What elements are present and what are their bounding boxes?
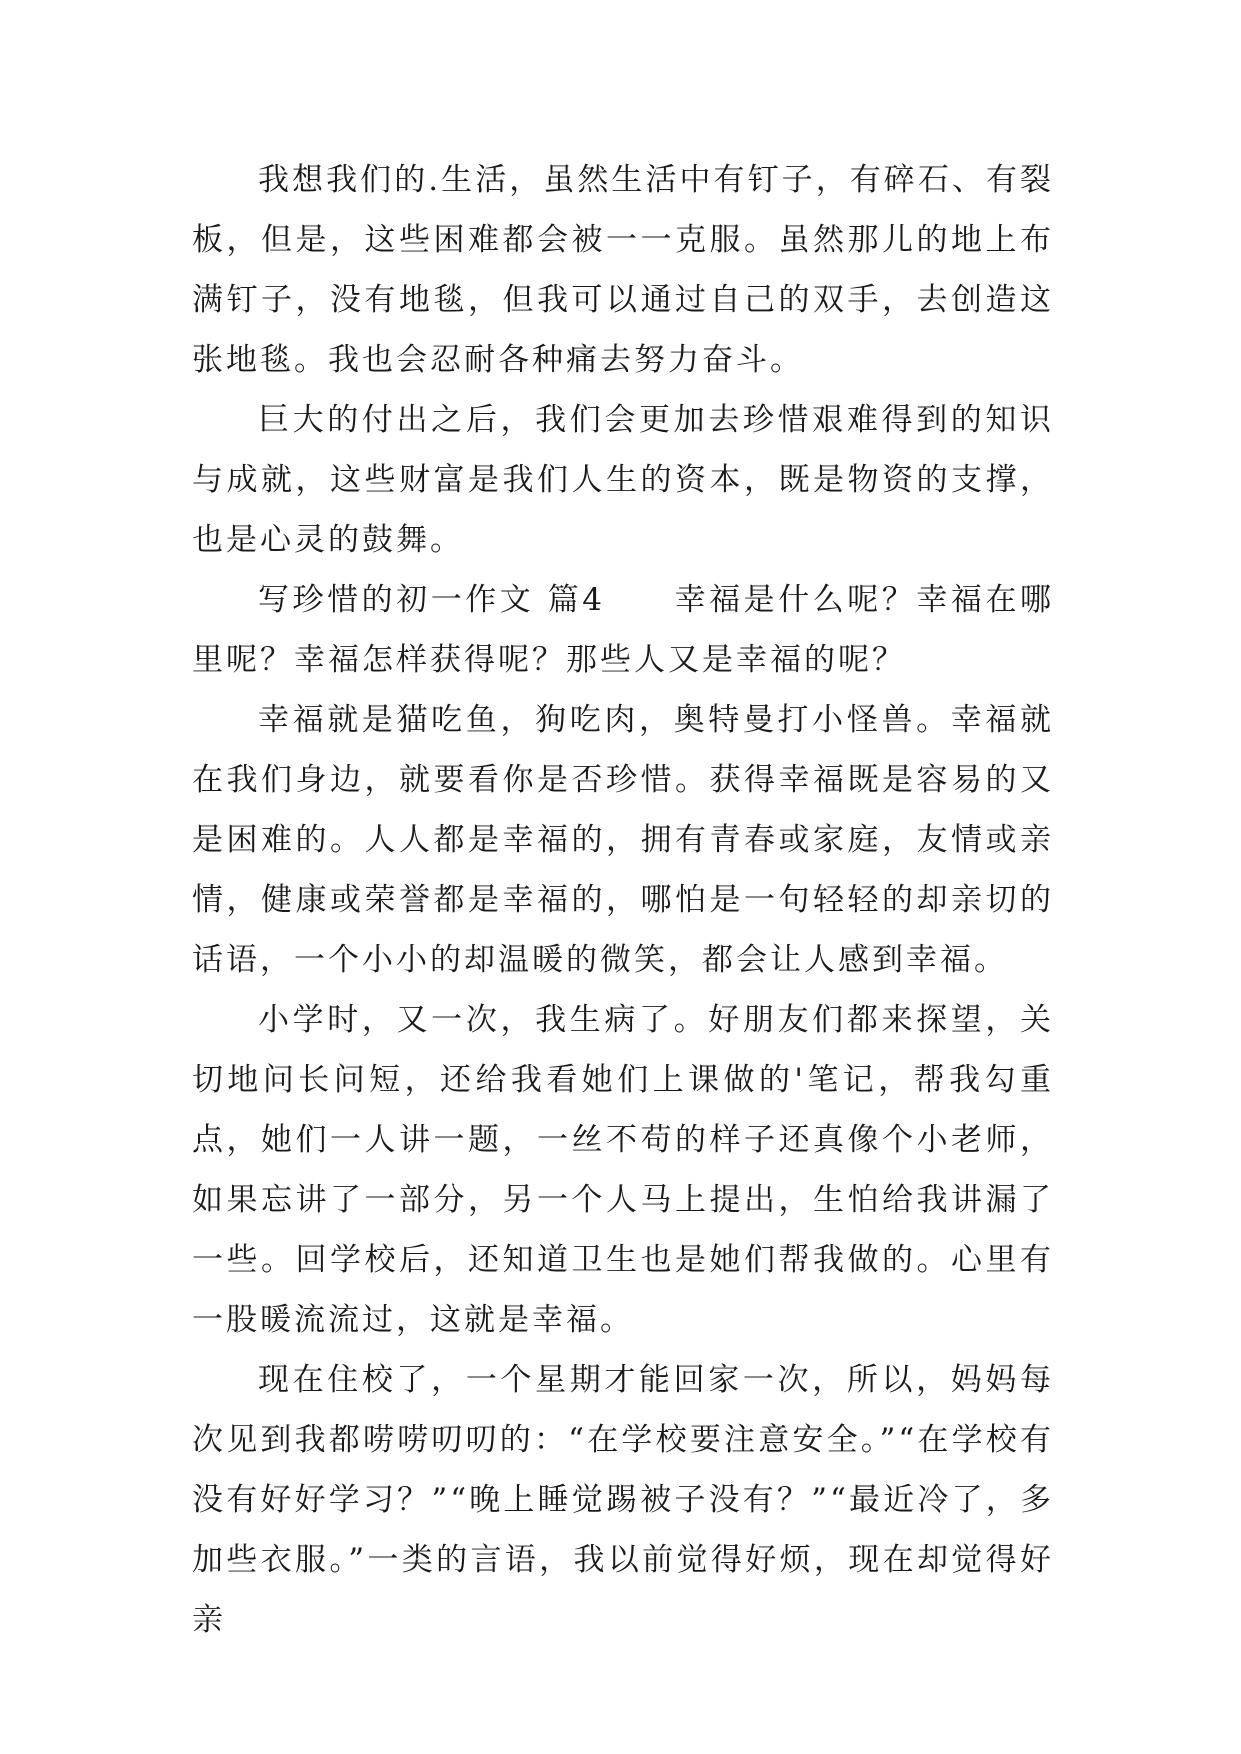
paragraph: 幸福就是猫吃鱼，狗吃肉，奥特曼打小怪兽。幸福就在我们身边，就要看你是否珍惜。获得幸福既是容易的又是困难的。人人都是幸福的，拥有青春或家庭，友情或亲情，健康或荣誉都是幸福的，哪怕是一句轻轻的却亲切的话语，一个小小的却温暖的微笑，都会让人感到幸福。 bbox=[192, 702, 1054, 978]
document-body bbox=[192, 150, 1054, 1650]
paragraph: 小学时，又一次，我生病了。好朋友们都来探望，关切地问长问短，还给我看她们上课做的'笔记，帮我勾重点，她们一人讲一题，一丝不苟的样子还真像个小老师，如果忘讲了一部分，另一个人马上提出，生怕给我讲漏了一些。回学校后，还知道卫生也是她们帮我做的。心里有一股暖流流过，这就是幸福。 bbox=[192, 1002, 1054, 1338]
paragraph: 我想我们的.生活，虽然生活中有钉子，有碎石、有裂板，但是，这些困难都会被一一克服。虽然那儿的地上布满钉子，没有地毯，但我可以通过自己的双手，去创造这张地毯。我也会忍耐各种痛去努力奋斗。 bbox=[192, 162, 1054, 378]
paragraph: 写珍惜的初一作文 篇4 幸福是什么呢？幸福在哪里呢？幸福怎样获得呢？那些人又是幸福的呢？ bbox=[192, 582, 1054, 678]
paragraph: 现在住校了，一个星期才能回家一次，所以，妈妈每次见到我都唠唠叨叨的：“在学校要注意安全。”“在学校有没有好好学习？”“晚上睡觉踢被子没有？”“最近冷了，多加些衣服。”一类的言语，我以前觉得好烦，现在却觉得好亲 bbox=[192, 1362, 1054, 1638]
paragraph: 巨大的付出之后，我们会更加去珍惜艰难得到的知识与成就，这些财富是我们人生的资本，既是物资的支撑，也是心灵的鼓舞。 bbox=[192, 402, 1054, 558]
